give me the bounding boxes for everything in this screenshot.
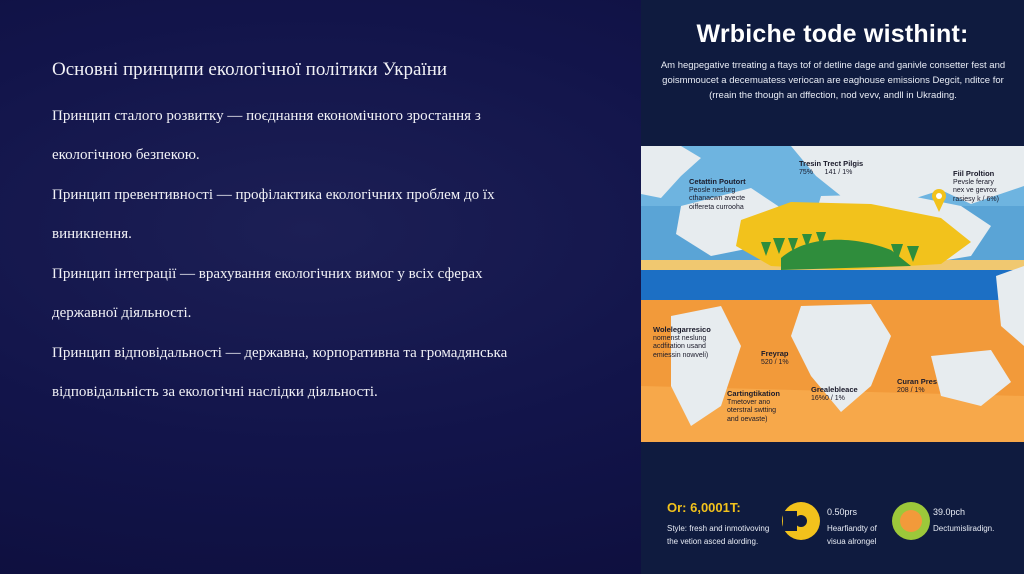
principle-3-line-2: державної діяльності. bbox=[52, 305, 192, 322]
stat-2-value: 0.50prs bbox=[827, 507, 858, 517]
infographic-stats bbox=[641, 490, 1024, 570]
principle-1-line-2: екологічною безпекою. bbox=[52, 147, 200, 164]
map-label-center-3: Grealebleace 16%0 / 1% bbox=[811, 385, 858, 402]
map-label-east: Curan Pres 208 / 1% bbox=[897, 377, 938, 394]
principle-2-line-2: виникнення. bbox=[52, 226, 132, 243]
stat-1-text: Style: fresh and inmotivoving the vetion asced alording. bbox=[667, 524, 770, 546]
infographic-subtitle-line: goismmoucet a decemuatess veriocan are eaghouse emissions Degcit, nditce for bbox=[662, 75, 1004, 86]
ring-icon bbox=[891, 498, 931, 544]
principle-1-line-1: Принцип сталого розвитку — поєднання економічного зростання з bbox=[52, 107, 481, 124]
stat-3-value: 39.0pch bbox=[933, 507, 966, 517]
infographic-subtitle-line: (rreain the though an dffection, nod vevv, andll in Ukrading. bbox=[709, 90, 957, 101]
map-label-west: Wolelegarresico nomenst neslung acdfitation usand emiessin nowveli) bbox=[653, 325, 711, 359]
slide-text-column bbox=[52, 58, 612, 403]
infographic-image bbox=[641, 0, 1024, 574]
half-circle-icon bbox=[781, 498, 821, 544]
stat-3-text: Dectumisliradign. bbox=[933, 524, 995, 533]
principle-4-line-2: відповідальність за екологічні наслідки діяльності. bbox=[52, 384, 378, 401]
map-label-northwest: Cetattin Poutort Peosle neslurg cthanacwn avecte oiffereta currooha bbox=[689, 177, 746, 211]
stat-1-value: Or: 6,0001T: bbox=[667, 500, 741, 515]
principle-3-line-1: Принцип інтеграції — врахування екологічних вимог у всіх сферах bbox=[52, 265, 483, 282]
map-label-northeast: Fiil Proltion Pevsle ferary nex ve gevrox rasiesy k / 6%) bbox=[953, 169, 999, 203]
infographic-subtitle-line: Am hegpegative trreating a ftays tof of detline dage and ganivle consetter fest and bbox=[660, 60, 1006, 71]
stat-2-text: Hearfiandty of visua alrongel bbox=[827, 524, 877, 546]
principle-4-line-1: Принцип відповідальності — державна, корпоративна та громадянська bbox=[52, 344, 508, 361]
map-label-center-1: Freyrap 520 / 1% bbox=[761, 349, 789, 366]
infographic-subtitle bbox=[655, 58, 1011, 103]
blue-band bbox=[641, 270, 1024, 300]
map-label-top: Tresin Trect Pilgis 75% 141 / 1% bbox=[799, 159, 864, 176]
map-label-center-2: Cartingtikation Tmetover ano oterstral swtting and oevaste) bbox=[727, 389, 780, 423]
principle-2-line-1: Принцип превентивності — профілактика екологічних проблем до їх bbox=[52, 186, 495, 203]
slide-heading: Основні принципи екологічної політики України bbox=[52, 59, 448, 80]
infographic-title: Wrbiche tode wisthint: bbox=[696, 20, 969, 48]
